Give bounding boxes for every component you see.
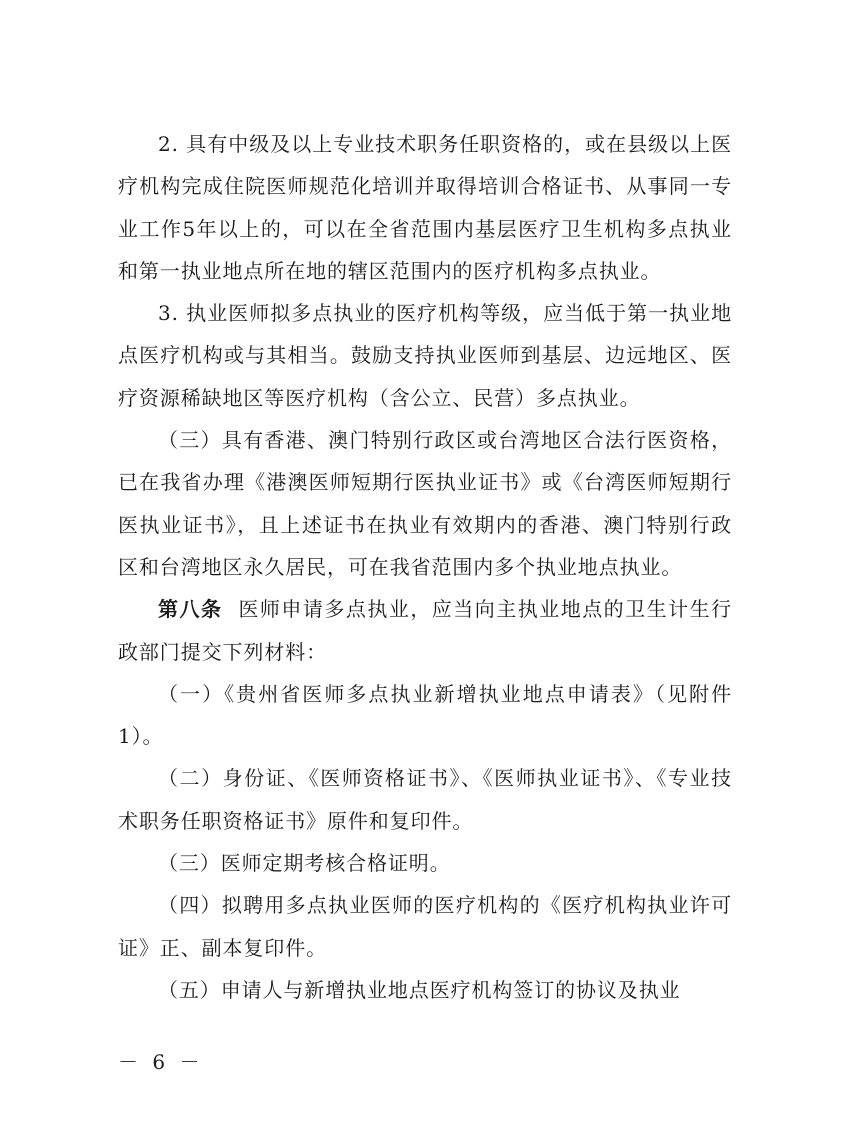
paragraph-item-2: 2. 具有中级及以上专业技术职务任职资格的，或在县级以上医疗机构完成住院医师规范化培训并取得培训合格证书、从事同一专业工作5年以上的，可以在全省范围内基层医疗卫生机构多点执业和第一执业地点所在地的辖区范围内的医疗机构多点执业。 bbox=[118, 132, 732, 283]
material-item-4: （四）拟聘用多点执业医师的医疗机构的《医疗机构执业许可证》正、副本复印件。 bbox=[118, 893, 732, 960]
material-item-2: （二）身份证、《医师资格证书》、《医师执业证书》、《专业技术职务任职资格证书》原件和复印件。 bbox=[118, 766, 732, 833]
paragraph-item-3: 3. 执业医师拟多点执业的医疗机构等级，应当低于第一执业地点医疗机构或与其相当。鼓励支持执业医师到基层、边远地区、医疗资源稀缺地区等医疗机构（含公立、民营）多点执业。 bbox=[118, 301, 732, 410]
material-item-1: （一）《贵州省医师多点执业新增执业地点申请表》（见附件1）。 bbox=[118, 681, 732, 749]
paragraph-hk-macao-taiwan: （三）具有香港、澳门特别行政区或台湾地区合法行医资格，已在我省办理《港澳医师短期行医执业证书》或《台湾医师短期行医执业证书》，且上述证书在执业有效期内的香港、澳门特别行政区和台湾地区永久居民，可在我省范围内多个执业地点执业。 bbox=[118, 428, 732, 579]
material-item-5: （五）申请人与新增执业地点医疗机构签订的协议及执业 bbox=[158, 977, 681, 1002]
material-item-3: （三）医师定期考核合格证明。 bbox=[158, 851, 451, 876]
page-number: － 6 － bbox=[118, 1050, 204, 1074]
article-8-text: 医师申请多点执业，应当向主执业地点的卫生计生行政部门提交下列材料： bbox=[118, 597, 732, 664]
document-body bbox=[118, 123, 732, 1011]
article-8-paragraph bbox=[118, 588, 732, 673]
article-8-heading: 第八条 bbox=[158, 597, 223, 622]
